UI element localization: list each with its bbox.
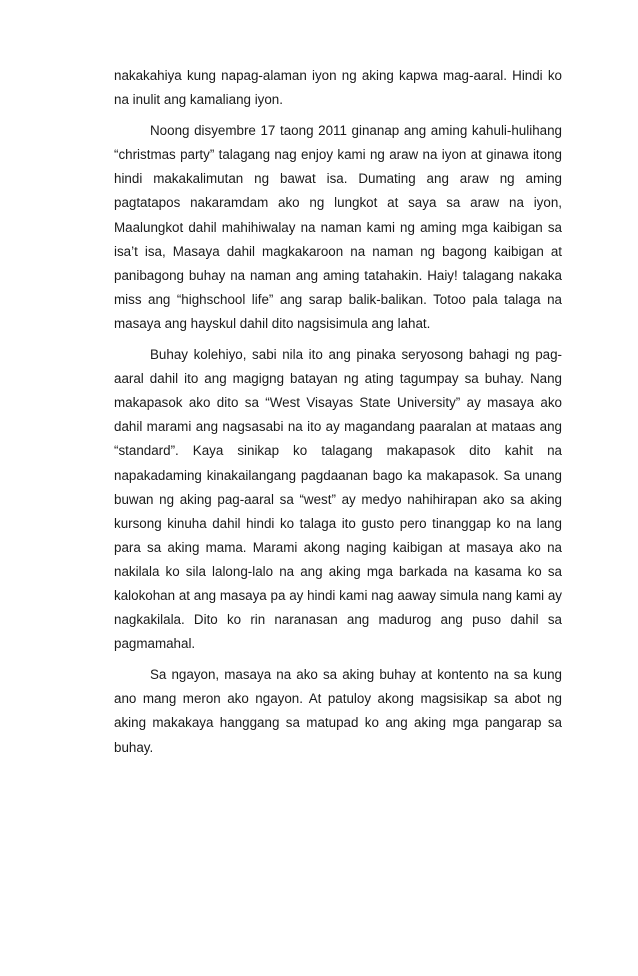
paragraph-present: Sa ngayon, masaya na ako sa aking buhay at kontento na sa kung ano mang meron ako ngayon. At patuloy akong magsisikap sa abot ng aking makakaya hanggang sa matupad ko ang aking mga pangarap sa buhay. [114, 667, 562, 755]
paragraph-continuation: nakakahiya kung napag-alaman iyon ng aking kapwa mag-aaral. Hindi ko na inulit ang kamaliang iyon. [114, 68, 562, 108]
paragraph-christmas-party: Noong disyembre 17 taong 2011 ginanap ang aming kahuli-hulihang “christmas party” talagang nag enjoy kami ng araw na iyon at ginawa itong hindi makakalimutan ng bawat isa. Dumating ang araw ng aming pagtatapos nakaramdam ako ng lungkot at saya sa araw na iyon, Maalungkot dahil mahihiwalay na naman kami ng aming mga kaibigan sa isa’t isa, Masaya dahil magkakaroon na naman ng bagong kaibigan at panibagong buhay na naman ang aming tatahakin. Haiy! talagang nakaka miss ang “highschool life” ang sarap balik-balikan. Totoo pala talaga na masaya ang hayskul dahil dito nagsisimula ang lahat. [114, 123, 562, 331]
document-page [114, 64, 562, 760]
paragraph-college-life: Buhay kolehiyo, sabi nila ito ang pinaka seryosong bahagi ng pag-aaral dahil ito ang magigng batayan ng ating tagumpay sa buhay. Nang makapasok ako dito sa “West Visayas State University” ay masaya ako dahil marami ang nagsasabi na ito ay magandang paaralan at mataas ang “standard”. Kaya sinikap ko talagang makapasok dito kahit na napakadaming kinakailangang pagdaanan bago ka makapasok. Sa unang buwan ng aking pag-aaral sa “west” ay medyo nahihirapan ako sa aking kursong kinuha dahil hindi ko talaga ito gusto pero tinanggap ko na lang para sa aking mama. Marami akong naging kaibigan at masaya ako na nakilala ko sila lalong-lalo na ang aking mga barkada na kasama ko sa kalokohan at ang masaya pa ay hindi kami nag aaway simula nang kami ay nagkakilala. Dito ko rin naranasan ang madurog ang puso dahil sa pagmamahal. [114, 347, 562, 652]
